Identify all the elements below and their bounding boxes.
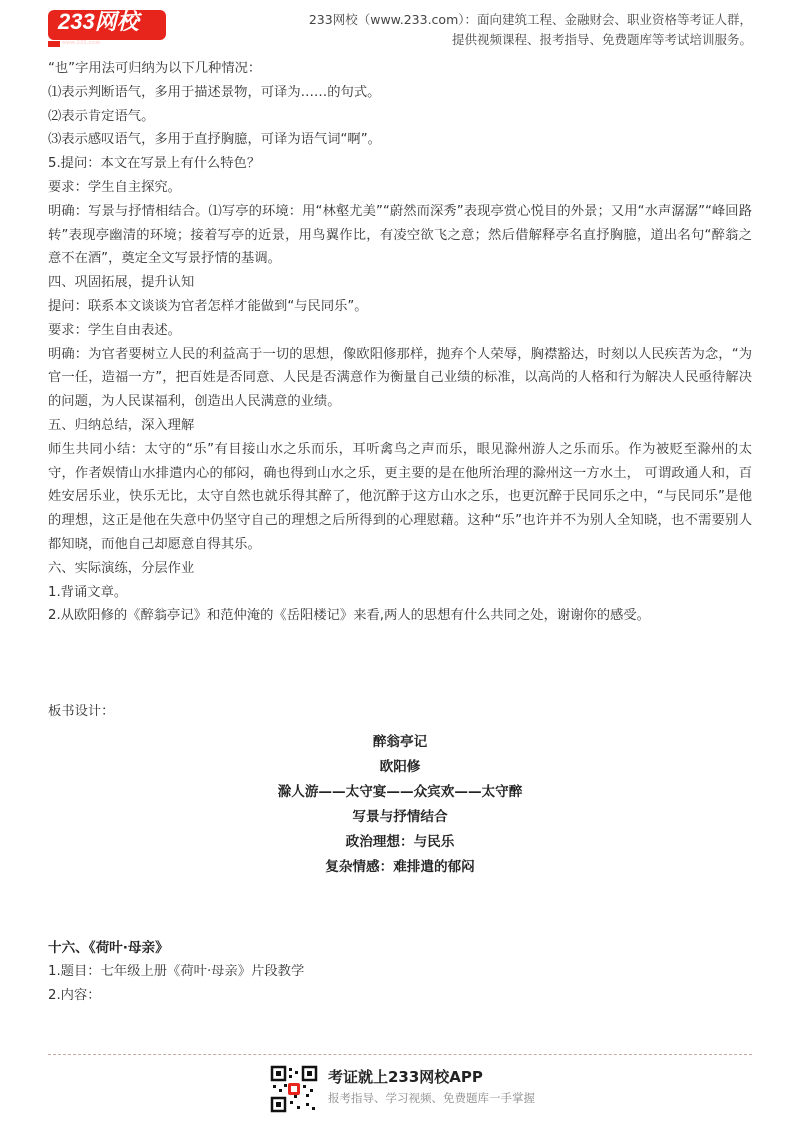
- question-5: 5.提问：本文在写景上有什么特色？: [48, 156, 261, 172]
- board-line: 醉翁亭记: [372, 734, 428, 751]
- document-body: [48, 57, 752, 1008]
- summary-paragraph: 师生共同小结：太守的“乐”有目接山水之乐而乐，耳听禽鸟之声而乐，眼见滁州游人之乐而乐。作为被贬至滁州的太守，作者娱情山水排遣内心的郁闷，确也得到山水之乐，更主要的是在他所治理的滁州这一方水土， 可谓政通人和，百姓安居乐业，快乐无比，太守自然也就乐得其醉了，他沉醉于这方山水之乐，也更沉醉于民同乐之中，“与民同乐”是他的理想，这正是他在失意中仍坚守自己的理想之后所得到的心理慰藉。这种“乐”也许并不为别人全知晓，也不需要别人都知晓，而他自己却愿意自得其乐。: [48, 441, 752, 552]
- requirement: 要求：学生自主探究。: [48, 179, 181, 195]
- header-line-1: 233网校（www.233.com）：面向建筑工程、金融财会、职业资格等考证人群，: [308, 12, 752, 27]
- header-line-2: 提供视频课程、报考指导、免费题库等考试培训服务。: [451, 32, 752, 47]
- board-line: 写景与抒情结合: [352, 809, 448, 826]
- logo-accent-mark: [48, 41, 60, 47]
- footer-divider: [48, 1054, 752, 1055]
- board-line: 滁人游——太守宴——众宾欢——太守醉: [277, 784, 523, 801]
- text-line: ⑵表示肯定语气。: [48, 108, 155, 124]
- section-heading-5: 五、归纳总结，深入理解: [48, 417, 195, 433]
- board-line: 政治理想：与民乐: [345, 834, 455, 851]
- footer-app-title[interactable]: 考证就上233网校APP: [328, 1068, 483, 1086]
- section-heading-4: 四、巩固拓展，提升认知: [48, 275, 195, 291]
- text-line: “也”字用法可归纳为以下几种情况：: [48, 61, 262, 76]
- section-16-item: 1.题目：七年级上册《荷叶·母亲》片段教学: [48, 964, 305, 980]
- board-design-label: 板书设计：: [48, 704, 115, 720]
- question-text: 提问：联系本文谈谈为官者怎样才能做到“与民同乐”。: [48, 298, 368, 314]
- clarification-paragraph: 明确：写景与抒情相结合。⑴写亭的环境：用“林壑尤美”“蔚然而深秀”表现亭赏心悦目的外景；又用“水声潺潺”“峰回路转”表现亭幽清的环境；接着写亭的近景，用鸟翼作比，有凌空欲飞之意；然后借解释亭名直抒胸臆，道出名句“醉翁之意不在酒”，奠定全文写景抒情的基调。: [48, 203, 752, 267]
- text-line: ⑶表示感叹语气，多用于直抒胸臆，可译为语气词“啊”。: [48, 132, 381, 148]
- clarification-paragraph: 明确：为官者要树立人民的利益高于一切的思想，像欧阳修那样，抛弃个人荣辱，胸襟豁达，时刻以人民疾苦为念，“为官一任，造福一方”，把百姓是否同意、人民是否满意作为衡量自己业绩的标准，以高尚的人格和行为解决人民亟待解决的问题，为人民谋福利，创造出人民满意的业绩。: [48, 346, 752, 410]
- requirement: 要求：学生自由表述。: [48, 322, 181, 338]
- logo-text: 233网校: [58, 9, 139, 34]
- text-line: ⑴表示判断语气，多用于描述景物，可译为……的句式。: [48, 84, 381, 100]
- site-logo[interactable]: [48, 9, 166, 46]
- homework-item: 1.背诵文章。: [48, 584, 128, 600]
- section-16-item: 2.内容：: [48, 987, 101, 1003]
- footer-app-subtitle: 报考指导、学习视频、免费题库一手掌握: [328, 1091, 535, 1105]
- section-heading-6: 六、实际演练，分层作业: [48, 560, 195, 576]
- board-line: 欧阳修: [379, 759, 421, 776]
- homework-item: 2.从欧阳修的《醉翁亭记》和范仲淹的《岳阳楼记》来看,两人的思想有什么共同之处，谢谢你的感受。: [48, 608, 650, 624]
- qr-code-icon[interactable]: [270, 1065, 318, 1113]
- board-design: [48, 730, 752, 880]
- board-line: 复杂情感：难排遣的郁闷: [325, 859, 475, 876]
- header-tagline: [292, 10, 752, 50]
- logo-subtext: www.233.com: [62, 40, 101, 46]
- section-16-title: 十六、《荷叶·母亲》: [48, 940, 169, 957]
- page-header: [0, 0, 800, 56]
